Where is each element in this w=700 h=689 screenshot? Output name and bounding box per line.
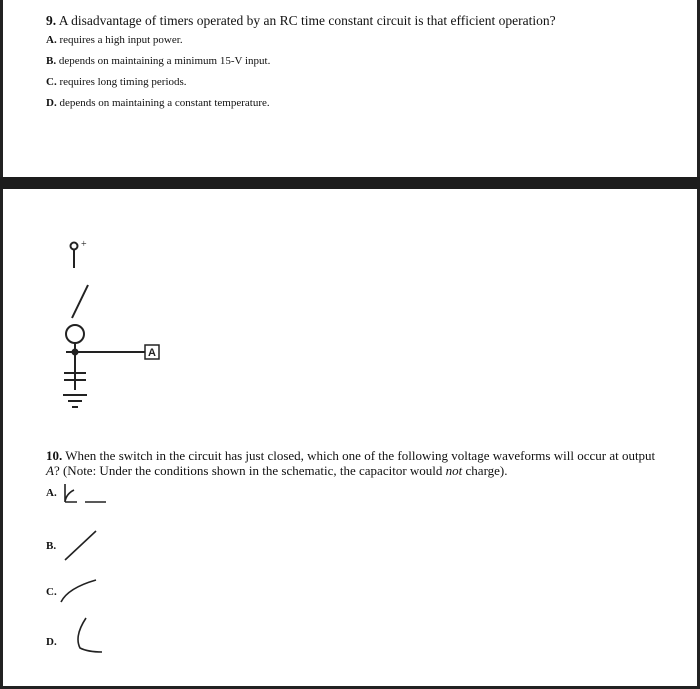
question-10-stem: 10. When the switch in the circuit has just closed, which one of the following voltage waveforms will occur at output A? (Note: Under the conditions shown in the schematic, the capacitor would not charge). xyxy=(46,448,656,478)
supply-terminal xyxy=(71,243,78,250)
question-9-option-c: C. requires long timing periods. xyxy=(46,76,187,88)
question-10-number: 10. xyxy=(46,448,63,463)
supply-plus-label: + xyxy=(81,239,87,250)
q10-option-c-label: C. xyxy=(46,586,57,598)
q10-option-d-waveform xyxy=(70,614,120,659)
question-9-number: 9. xyxy=(46,13,57,28)
q10-option-b-waveform xyxy=(62,526,112,566)
resistor-symbol xyxy=(66,325,84,343)
q10-option-a-label: A. xyxy=(46,487,57,499)
question-9-option-a: A. requires a high input power. xyxy=(46,34,183,46)
question-10 xyxy=(46,448,666,482)
q10-option-c-waveform xyxy=(58,578,108,608)
q10-option-b-label: B. xyxy=(46,540,57,552)
switch-blade xyxy=(72,285,88,318)
question-9-text: A disadvantage of timers operated by an RC time constant circuit is that efficient operation? xyxy=(58,13,556,28)
junction-dot xyxy=(73,350,78,355)
question-9-option-b: B. depends on maintaining a minimum 15-V input. xyxy=(46,55,271,67)
q10-option-d-label: D. xyxy=(46,636,57,648)
question-9-option-d: D. depends on maintaining a constant temperature. xyxy=(46,97,270,109)
output-a-label: A xyxy=(148,347,156,359)
q10-option-a-waveform xyxy=(60,482,110,512)
